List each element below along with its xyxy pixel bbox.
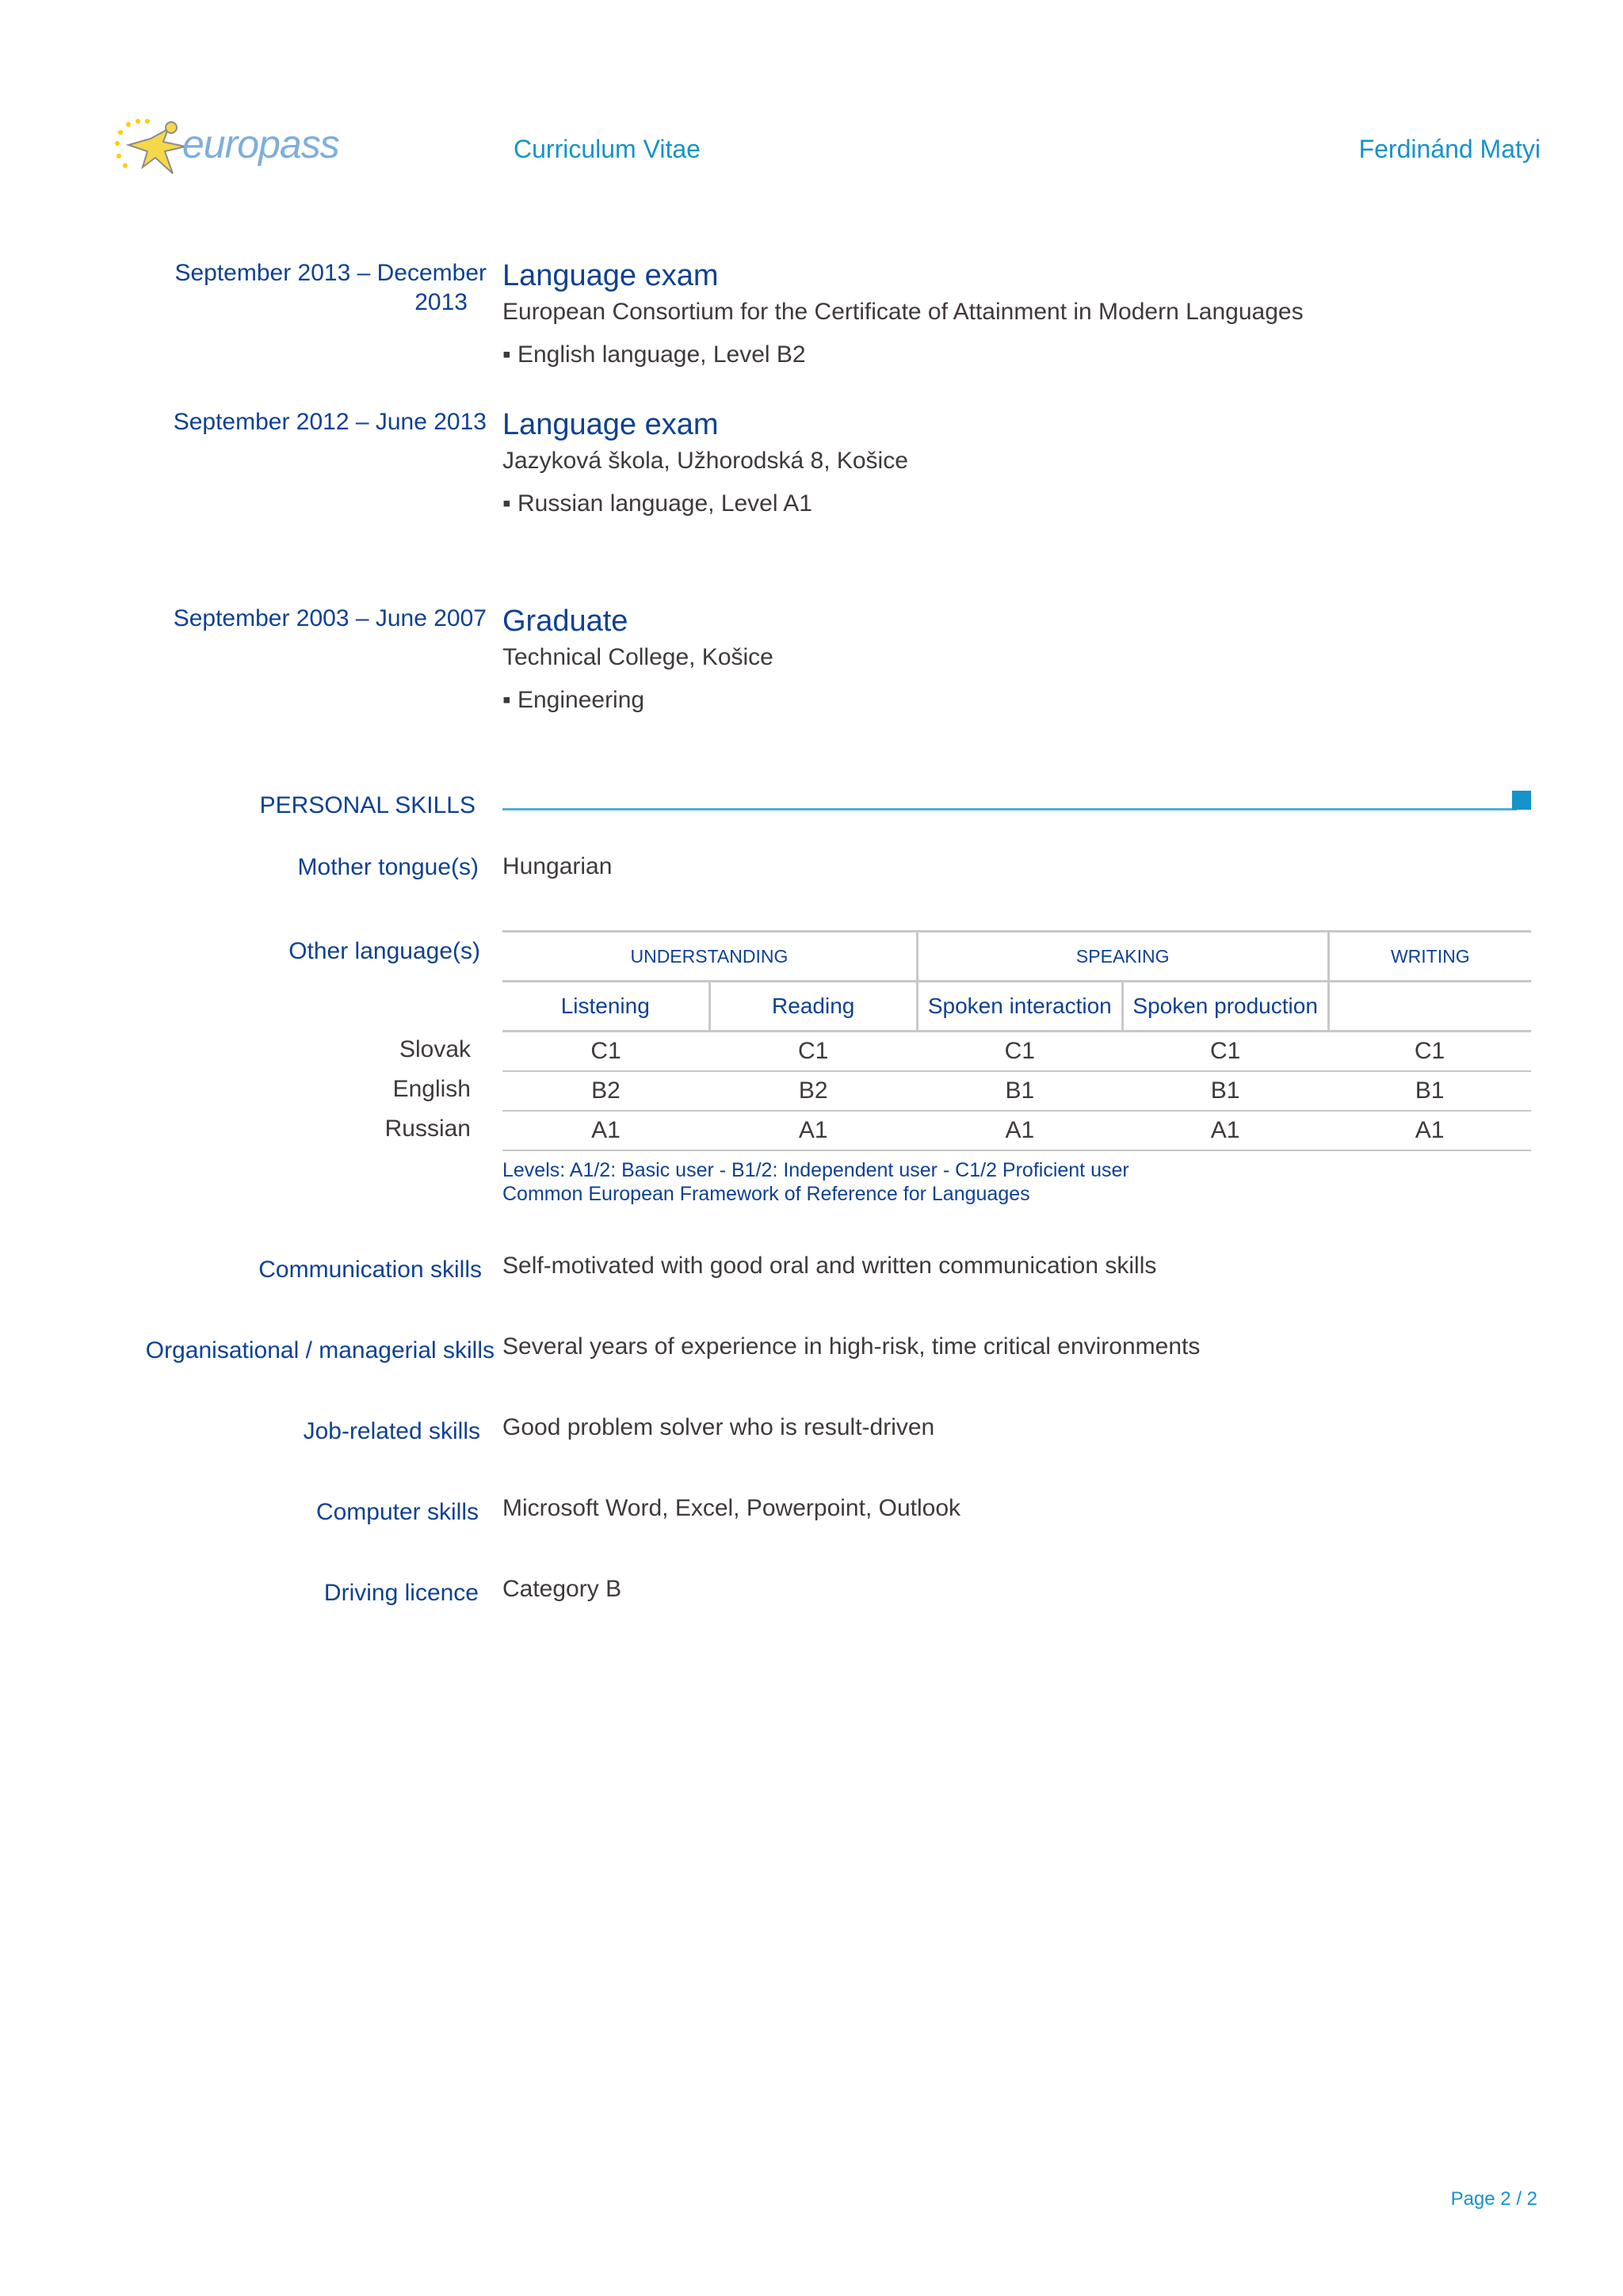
language-table bbox=[502, 930, 1531, 1151]
skill-value: Self-motivated with good oral and written communication skills bbox=[502, 1253, 1157, 1279]
table-row bbox=[502, 1071, 1531, 1111]
level-cell: B2 bbox=[502, 1071, 709, 1111]
education-date: September 2012 – June 2013 bbox=[173, 409, 487, 435]
language-name: English bbox=[392, 1076, 471, 1102]
education-entry bbox=[502, 258, 1533, 369]
level-cell: B2 bbox=[709, 1071, 917, 1111]
levels-legend: Levels: A1/2: Basic user - B1/2: Independent user - C1/2 Proficient user bbox=[502, 1159, 1129, 1181]
sub-header-listening: Listening bbox=[502, 982, 709, 1032]
language-name: Slovak bbox=[399, 1036, 471, 1062]
education-institution: European Consortium for the Certificate of Attainment in Modern Languages bbox=[502, 299, 1304, 325]
skill-value: Several years of experience in high-risk, time critical environments bbox=[502, 1333, 1201, 1360]
mother-tongue-label: Mother tongue(s) bbox=[297, 854, 479, 880]
education-detail: ▪ Russian language, Level A1 bbox=[502, 490, 812, 517]
education-title: Graduate bbox=[502, 605, 628, 638]
table-row bbox=[502, 1032, 1531, 1072]
skill-label: Communication skills bbox=[258, 1257, 482, 1283]
page-number: Page 2 / 2 bbox=[1450, 2188, 1537, 2210]
education-detail: ▪ English language, Level B2 bbox=[502, 341, 806, 368]
education-institution: Technical College, Košice bbox=[502, 644, 773, 670]
skill-label: Driving licence bbox=[323, 1580, 479, 1606]
sub-header-writing-empty bbox=[1328, 982, 1531, 1032]
cefr-link[interactable]: Common European Framework of Reference for Languages bbox=[502, 1183, 1030, 1205]
level-cell: C1 bbox=[1122, 1032, 1328, 1072]
level-cell: A1 bbox=[502, 1111, 709, 1150]
education-detail: ▪ Engineering bbox=[502, 687, 645, 713]
mother-tongue-value: Hungarian bbox=[502, 853, 613, 879]
candidate-name: Ferdinánd Matyi bbox=[1358, 135, 1541, 163]
europass-wordmark: europass bbox=[182, 122, 339, 166]
education-date: September 2003 – June 2007 bbox=[173, 605, 487, 631]
skill-value: Microsoft Word, Excel, Powerpoint, Outlook bbox=[502, 1495, 960, 1521]
date-line: 2013 bbox=[414, 289, 468, 315]
sub-header-spoken-interaction: Spoken interaction bbox=[917, 982, 1122, 1032]
education-entry bbox=[502, 604, 1533, 715]
language-table-group-header bbox=[502, 932, 1531, 982]
skill-label: Job-related skills bbox=[303, 1418, 480, 1444]
group-header-understanding: UNDERSTANDING bbox=[502, 932, 917, 982]
level-cell: C1 bbox=[709, 1032, 917, 1072]
levels-note bbox=[502, 1158, 1129, 1206]
education-title: Language exam bbox=[502, 408, 719, 441]
level-cell: B1 bbox=[917, 1071, 1122, 1111]
level-cell: C1 bbox=[502, 1032, 709, 1072]
skill-label: Computer skills bbox=[315, 1499, 479, 1525]
europass-logo bbox=[113, 115, 350, 186]
language-name: Russian bbox=[384, 1116, 471, 1142]
europass-star-figure-icon bbox=[113, 115, 192, 186]
sub-header-reading: Reading bbox=[709, 982, 917, 1032]
sub-header-spoken-production: Spoken production bbox=[1122, 982, 1328, 1032]
other-languages-label: Other language(s) bbox=[288, 938, 480, 964]
section-divider bbox=[502, 808, 1517, 810]
skill-value: Good problem solver who is result-driven bbox=[502, 1414, 935, 1440]
section-heading-personal-skills: PERSONAL SKILLS bbox=[259, 792, 475, 818]
level-cell: B1 bbox=[1122, 1071, 1328, 1111]
level-cell: A1 bbox=[1122, 1111, 1328, 1150]
level-cell: A1 bbox=[917, 1111, 1122, 1150]
level-cell: A1 bbox=[709, 1111, 917, 1150]
level-cell: A1 bbox=[1328, 1111, 1531, 1150]
section-marker-square bbox=[1512, 791, 1531, 810]
education-date bbox=[146, 258, 487, 317]
level-cell: C1 bbox=[1328, 1032, 1531, 1072]
document-title: Curriculum Vitae bbox=[514, 135, 701, 163]
group-header-speaking: SPEAKING bbox=[917, 932, 1328, 982]
group-header-writing: WRITING bbox=[1328, 932, 1531, 982]
date-line: September 2013 – December bbox=[174, 260, 487, 286]
education-title: Language exam bbox=[502, 259, 719, 292]
level-cell: C1 bbox=[917, 1032, 1122, 1072]
education-entry bbox=[502, 407, 1533, 518]
language-table-sub-header bbox=[502, 982, 1531, 1032]
level-cell: B1 bbox=[1328, 1071, 1531, 1111]
skill-label: Organisational / managerial skills bbox=[145, 1337, 495, 1363]
skill-value: Category B bbox=[502, 1576, 622, 1602]
table-row bbox=[502, 1111, 1531, 1150]
education-institution: Jazyková škola, Užhorodská 8, Košice bbox=[502, 448, 908, 474]
